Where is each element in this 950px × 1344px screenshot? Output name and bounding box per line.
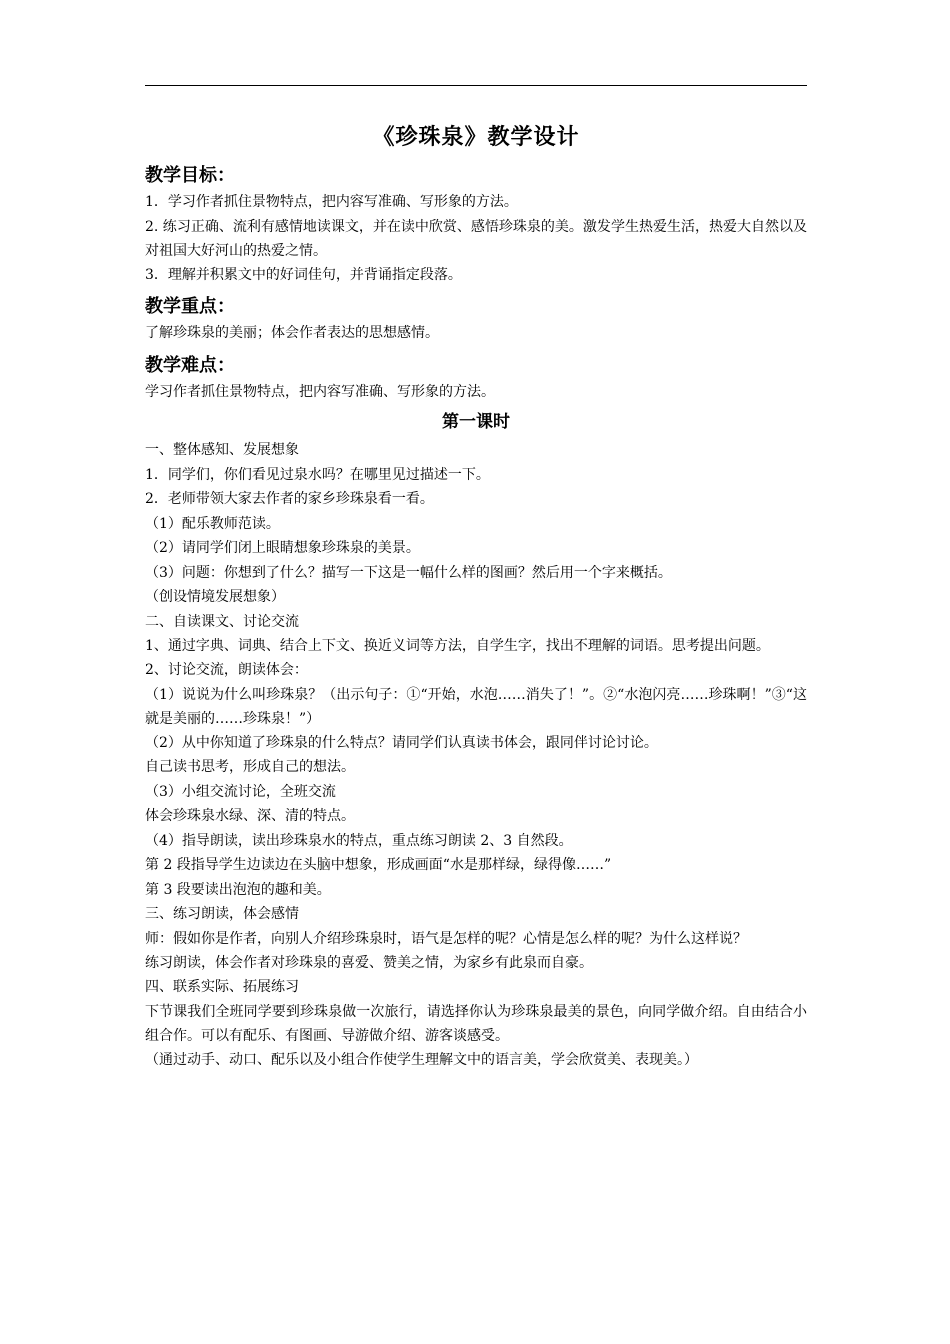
document-body — [145, 162, 807, 1072]
lesson-section-title: 四、联系实际、拓展练习 — [145, 979, 299, 995]
lesson-line: 1．同学们，你们看见过泉水吗？在哪里见过描述一下。 — [145, 466, 490, 483]
goals-heading: 教学目标： — [145, 165, 235, 186]
lesson-line: 2、讨论交流，朗读体会： — [145, 662, 308, 678]
lesson-line: （通过动手、动口、配乐以及小组合作使学生理解文中的语言美，学会欣赏美、表现美。） — [145, 1051, 698, 1068]
lesson-line: （3）问题：你想到了什么？描写一下这是一幅什么样的图画？然后用一个字来概括。 — [145, 564, 672, 581]
key-points-text: 了解珍珠泉的美丽；体会作者表达的思想感情。 — [145, 325, 439, 341]
lesson-line: 第 3 段要读出泡泡的趣和美。 — [145, 881, 331, 898]
lesson-line: （创设情境发展想象） — [145, 589, 285, 605]
lesson-line: 练习朗读，体会作者对珍珠泉的喜爱、赞美之情，为家乡有此泉而自豪。 — [145, 954, 593, 971]
lesson-line: 2．老师带领大家去作者的家乡珍珠泉看一看。 — [145, 491, 434, 507]
lesson-line: 体会珍珠泉水绿、深、清的特点。 — [145, 808, 355, 824]
goal-item: 1．学习作者抓住景物特点，把内容写准确、写形象的方法。 — [145, 194, 518, 210]
lesson-line: （3）小组交流讨论，全班交流 — [145, 783, 336, 800]
lesson-line: 下节课我们全班同学要到珍珠泉做一次旅行，请选择你认为珍珠泉最美的景色，向同学做介绍。自由结合小组合作。可以有配乐、有图画、导游做介绍、游客谈感受。 — [145, 1003, 807, 1044]
difficulties-heading: 教学难点： — [145, 354, 235, 376]
key-points-heading: 教学重点： — [145, 296, 235, 317]
lesson-section-title: 三、练习朗读，体会感情 — [145, 906, 299, 922]
lesson-heading: 第一课时 — [442, 412, 510, 432]
difficulties-text: 学习作者抓住景物特点，把内容写准确、写形象的方法。 — [145, 383, 495, 400]
lesson-line: 自己读书思考，形成自己的想法。 — [145, 759, 355, 775]
header-rule — [145, 85, 807, 86]
lesson-line: （4）指导朗读，读出珍珠泉水的特点，重点练习朗读 2、3 自然段。 — [145, 832, 573, 849]
document-title: 《珍珠泉》教学设计 — [372, 124, 580, 150]
lesson-line: （1）配乐教师范读。 — [145, 515, 280, 532]
lesson-section-title: 二、自读课文、讨论交流 — [145, 613, 299, 630]
lesson-line: （1）说说为什么叫珍珠泉？（出示句子：①“开始，水泡……消失了！”。②“水泡闪亮……珍珠啊！”③“这就是美丽的……珍珠泉！”） — [145, 686, 807, 727]
lesson-line: （2）从中你知道了珍珠泉的什么特点？请同学们认真读书体会，跟同伴讨论讨论。 — [145, 734, 658, 751]
lesson-line: 第 2 段指导学生边读边在头脑中想象，形成画面“水是那样绿，绿得像……” — [145, 857, 612, 873]
goal-item: 2. 练习正确、流利有感情地读课文，并在读中欣赏、感悟珍珠泉的美。激发学生热爱生活，热爱大自然以及对祖国大好河山的热爱之情。 — [145, 218, 807, 259]
lesson-section-title: 一、整体感知、发展想象 — [145, 442, 299, 458]
lesson-line: 师：假如你是作者，向别人介绍珍珠泉时，语气是怎样的呢？心情是怎么样的呢？为什么这样说？ — [145, 930, 747, 947]
goal-item: 3．理解并积累文中的好词佳句，并背诵指定段落。 — [145, 266, 462, 283]
lesson-line: 1、通过字典、词典、结合上下文、换近义词等方法，自学生字，找出不理解的词语。思考提出问题。 — [145, 638, 770, 654]
lesson-line: （2）请同学们闭上眼睛想象珍珠泉的美景。 — [145, 540, 420, 556]
